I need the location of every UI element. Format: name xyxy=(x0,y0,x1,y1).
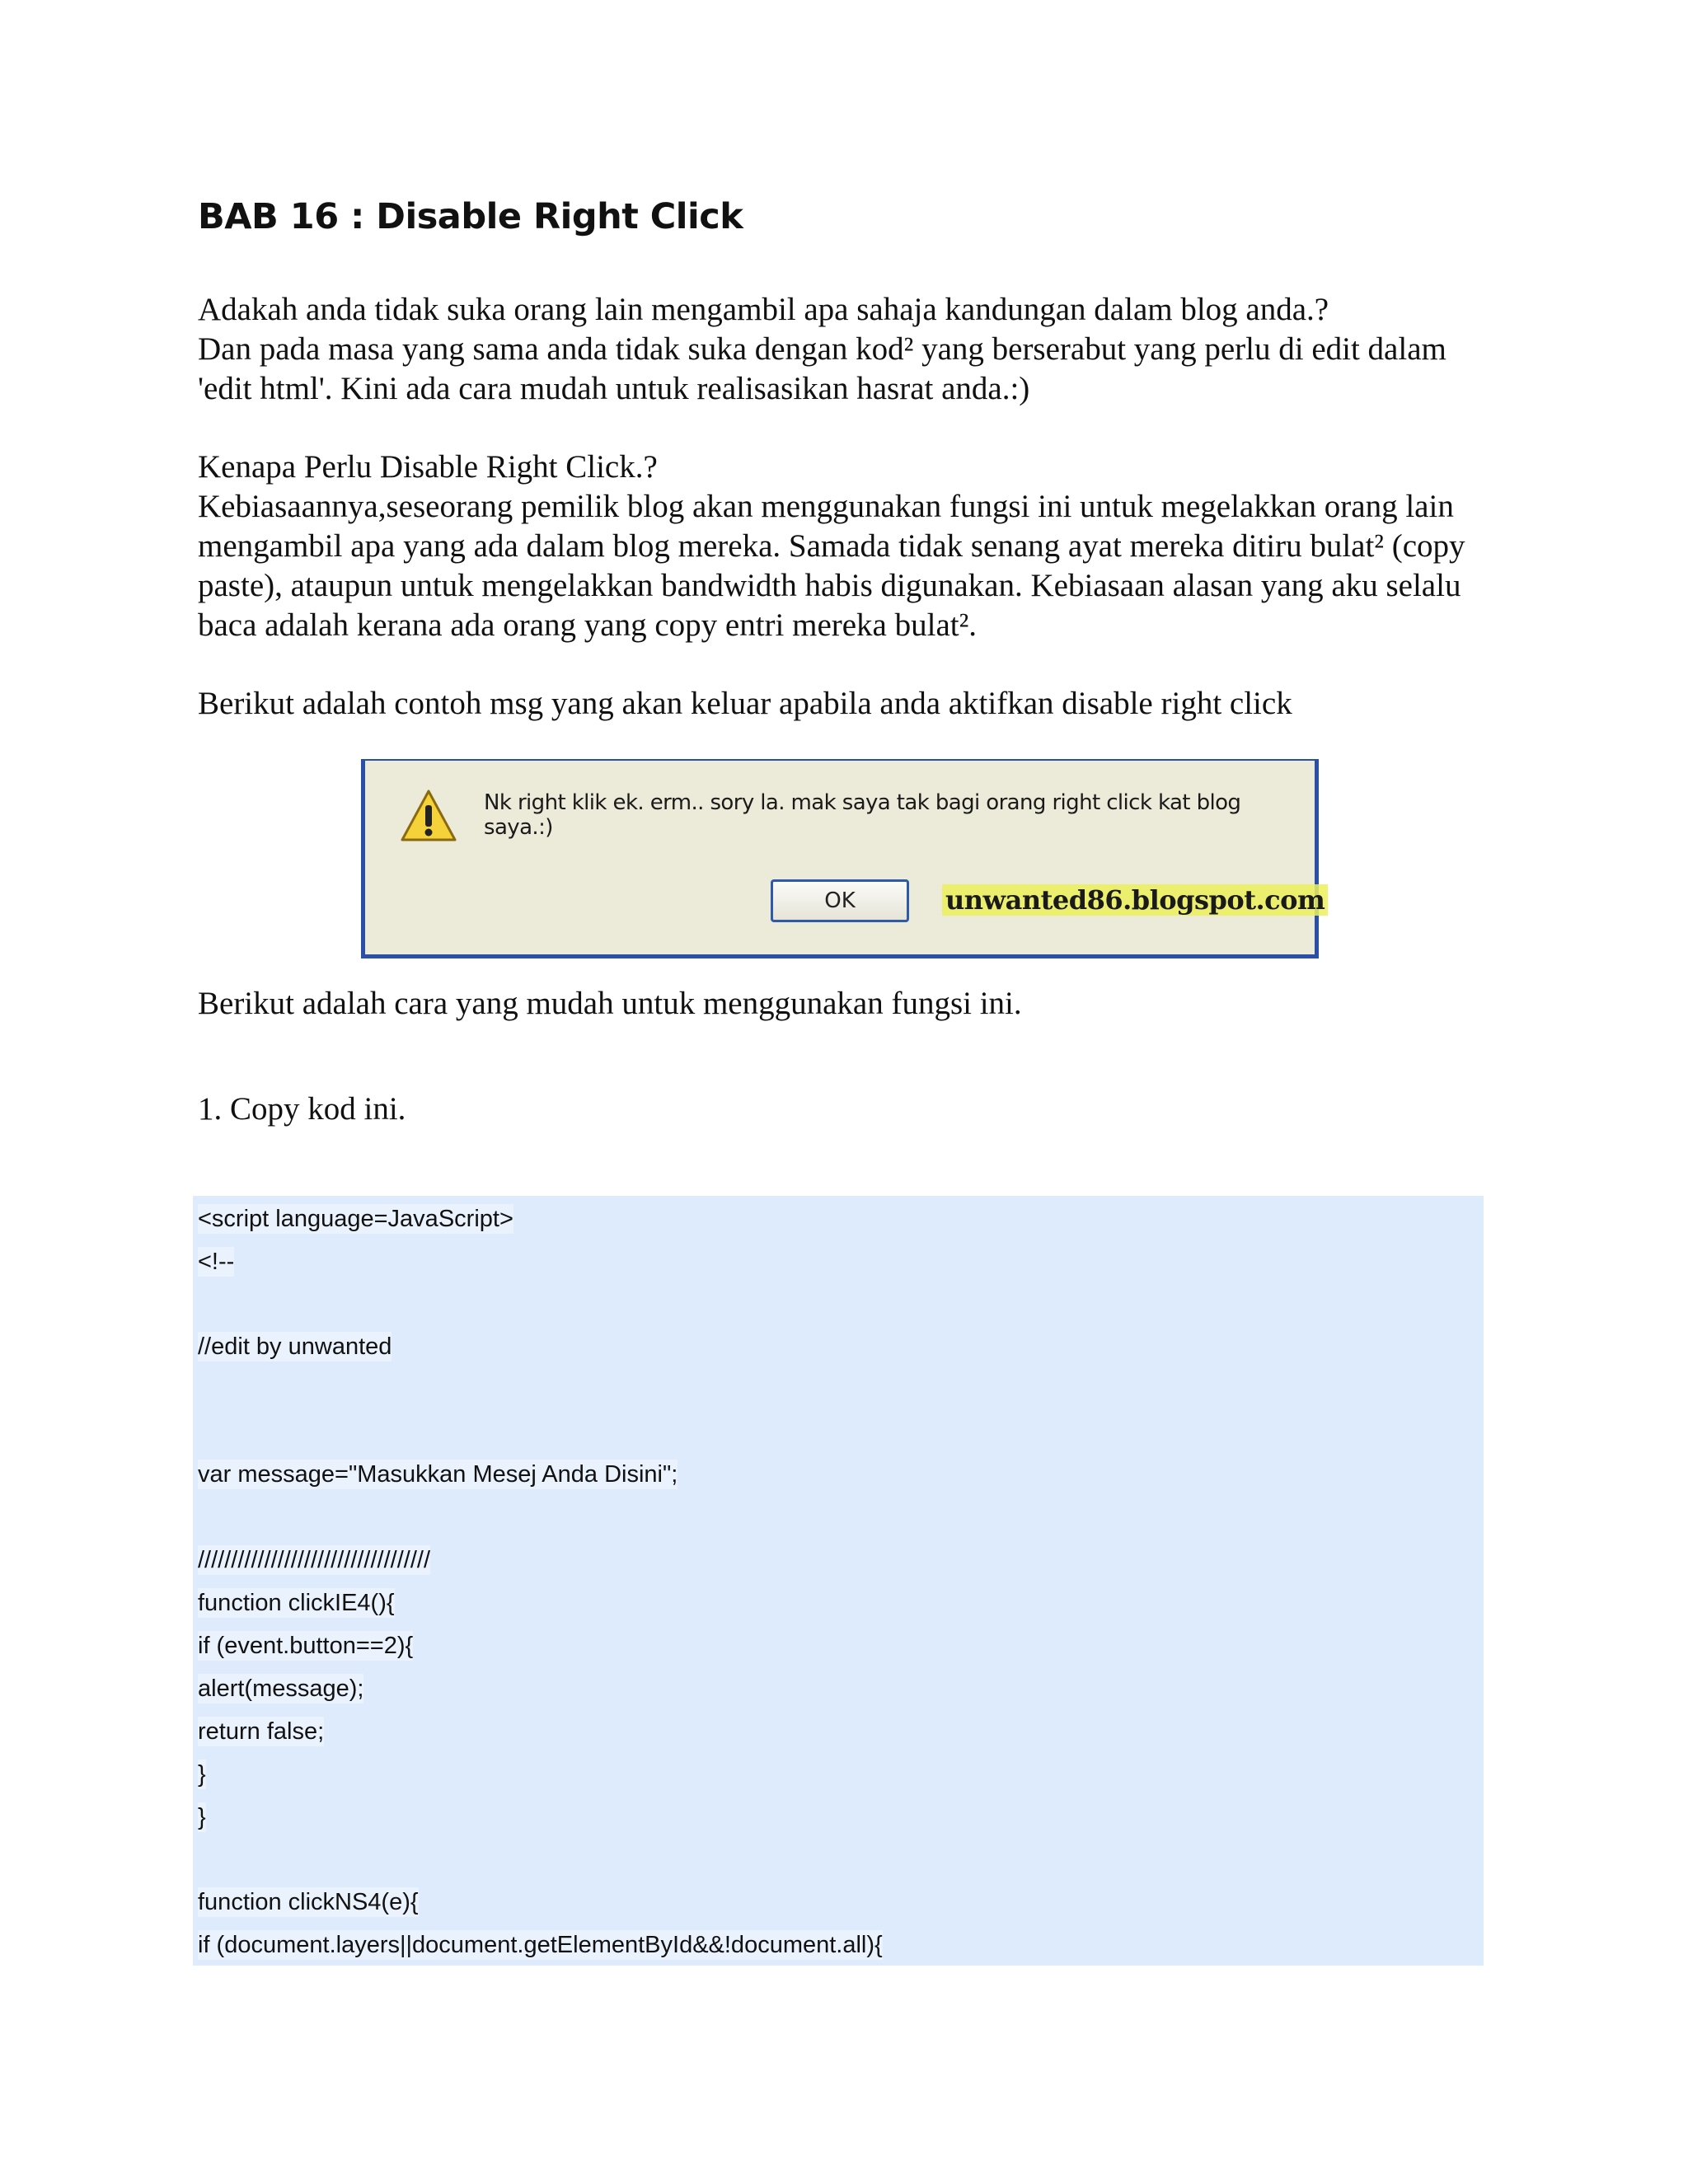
code-line: //edit by unwanted xyxy=(198,1333,392,1360)
alert-dialog-screenshot xyxy=(361,759,1325,958)
code-line: if (document.layers||document.getElementById&&!document.all){ xyxy=(198,1932,883,1958)
code-line: if (event.button==2){ xyxy=(198,1633,414,1659)
code-line: return false; xyxy=(198,1718,325,1745)
code-line: alert(message); xyxy=(198,1675,364,1702)
why-heading: Kenapa Perlu Disable Right Click.? xyxy=(198,449,658,485)
code-line: function clickIE4(){ xyxy=(198,1590,395,1616)
code-line: function clickNS4(e){ xyxy=(198,1889,419,1915)
intro-paragraph xyxy=(198,290,1500,409)
code-line: var message="Masukkan Mesej Anda Disini"; xyxy=(198,1461,678,1488)
ok-button[interactable]: OK xyxy=(771,879,909,922)
step-1: 1. Copy kod ini. xyxy=(198,1091,406,1127)
why-body: Kebiasaannya,seseorang pemilik blog akan menggunakan fungsi ini untuk megelakkan orang lain mengambil apa yang ada dalam blog mereka. Samada tidak senang ayat mereka ditiru bulat² (copy paste), ataupun untuk mengelakkan bandwidth habis digunakan. Kebiasaan alasan yang aku selalu baca adalah kerana ada orang yang copy entri mereka bulat². xyxy=(198,489,1465,643)
code-line: <!-- xyxy=(198,1249,235,1275)
how-intro: Berikut adalah cara yang mudah untuk menggunakan fungsi ini. xyxy=(198,986,1022,1021)
intro-line-1: Adakah anda tidak suka orang lain mengambil apa sahaja kandungan dalam blog anda.? xyxy=(198,292,1329,327)
code-line: } xyxy=(198,1761,206,1788)
code-line: /////////////////////////////////// xyxy=(198,1547,430,1573)
chapter-title: BAB 16 : Disable Right Click xyxy=(198,196,743,237)
code-line: <script language=JavaScript> xyxy=(198,1206,513,1232)
example-intro: Berikut adalah contoh msg yang akan keluar apabila anda aktifkan disable right click xyxy=(198,686,1292,721)
warning-icon xyxy=(400,789,457,843)
why-section xyxy=(198,448,1500,645)
code-line: } xyxy=(198,1804,206,1830)
intro-line-2: Dan pada masa yang sama anda tidak suka dengan kod² yang berserabut yang perlu di edit dalam 'edit html'. Kini ada cara mudah untuk realisasikan hasrat anda.:) xyxy=(198,331,1447,406)
watermark-text: unwanted86.blogspot.com xyxy=(942,884,1328,916)
code-block xyxy=(193,1196,1484,1966)
dialog-message: Nk right klik ek. erm.. sory la. mak saya tak bagi orang right click kat blog saya.:) xyxy=(484,790,1241,840)
